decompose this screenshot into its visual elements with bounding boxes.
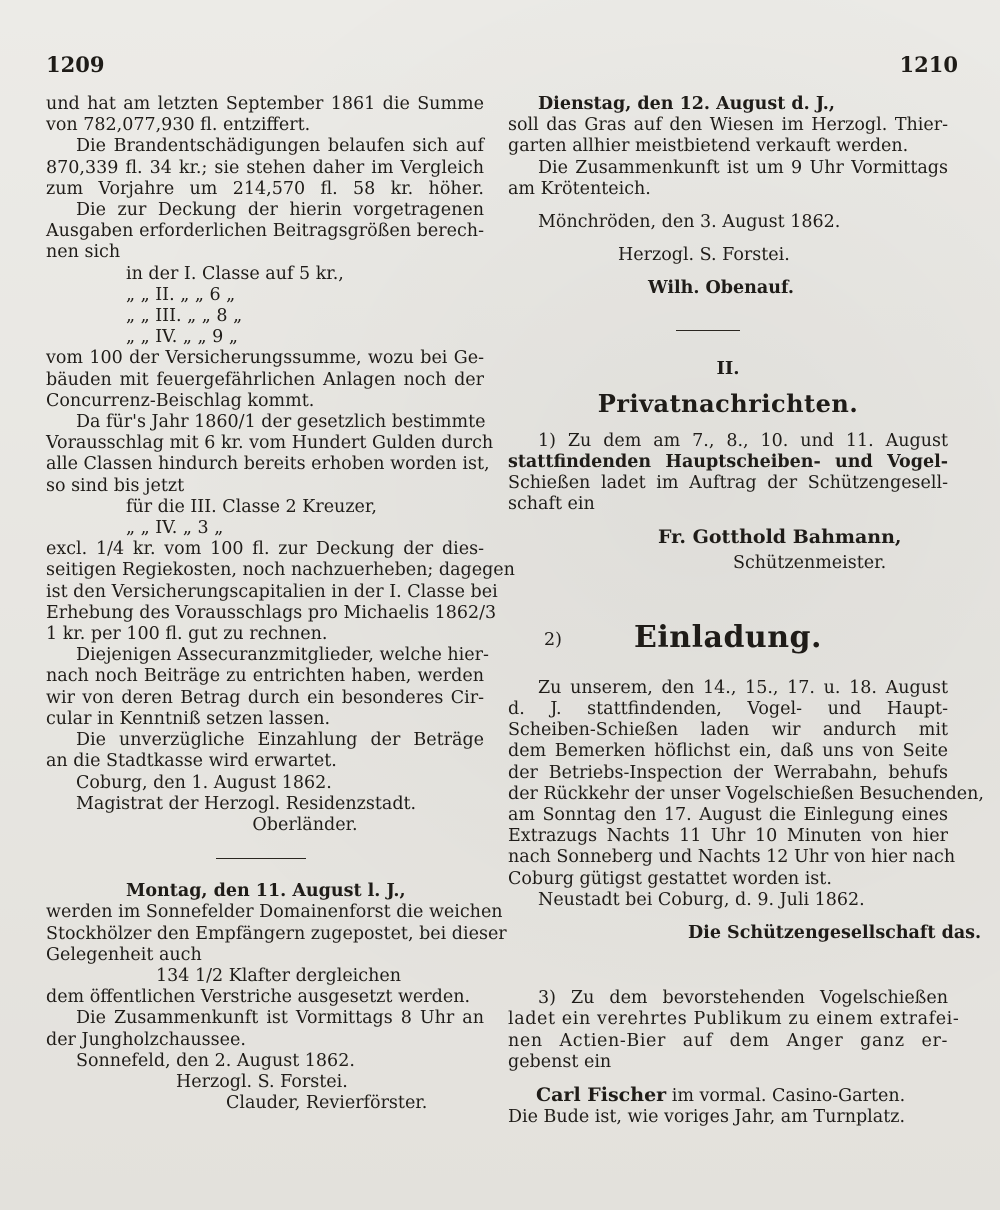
text-line: 134 1/2 Klafter dergleichen (156, 965, 401, 986)
text-line: Stockhölzer den Empfängern zugepostet, bei dieser (46, 923, 507, 944)
text-line: Die Brandentschädigungen belaufen sich auf (76, 136, 484, 157)
text-line: von 782,077,930 fl. entziffert. (46, 115, 311, 136)
text-line: Da für's Jahr 1860/1 der gesetzlich bestimmte (76, 412, 486, 433)
text-line: ladet ein verehrtes Publikum zu einem extrafei- (508, 1009, 960, 1030)
text-line: nach Sonneberg und Nachts 12 Uhr von hier nach (508, 847, 956, 868)
text-line: Coburg gütigst gestattet worden ist. (508, 868, 832, 889)
spacer (508, 233, 948, 245)
text-line: so sind bis jetzt (46, 475, 185, 496)
rate-line: in der I. Classe auf 5 kr., (126, 263, 344, 284)
dateline: Coburg, den 1. August 1862. (76, 772, 332, 793)
text-line: Extrazugs Nachts 11 Uhr 10 Minuten von hier (508, 826, 948, 847)
text-line: excl. 1/4 kr. vom 100 fl. zur Deckung der dies- (46, 539, 484, 560)
text-line: Die Zusammenkunft ist Vormittags 8 Uhr an (76, 1008, 484, 1029)
page-number-left: 1209 (46, 52, 105, 77)
signature-line (508, 1085, 948, 1107)
signature-name: Clauder, Revierförster. (226, 1093, 428, 1114)
text-line: ist den Versicherungscapitalien in der I. Classe bei (46, 581, 498, 602)
dateline: Sonnefeld, den 2. August 1862. (76, 1050, 355, 1071)
text-line: am Sonntag den 17. August die Einlegung eines (508, 805, 948, 826)
text-line: seitigen Regiekosten, noch nachzuerheben; dagegen (46, 560, 515, 581)
text-line: Ausgaben erforderlichen Beitragsgrößen berech- (46, 221, 484, 242)
item-number: 2) (544, 629, 562, 650)
text-line: am Krötenteich. (508, 178, 651, 199)
text-line: gebenst ein (508, 1051, 612, 1072)
section-number: II. (716, 357, 740, 379)
text-line: 1 kr. per 100 fl. gut zu rechnen. (46, 624, 328, 645)
text-line: Schießen ladet im Auftrag der Schützengesell- (508, 473, 948, 494)
text-line: Zu unserem, den 14., 15., 17. u. 18. August (538, 677, 948, 698)
text-line: Vorausschlag mit 6 kr. vom Hundert Gulden durch (46, 433, 494, 454)
signature-name: Carl Fischer (536, 1084, 667, 1107)
rate-line: „ „ IV. „ „ 9 „ (126, 327, 238, 348)
spacer (508, 419, 948, 431)
left-column (46, 94, 515, 1114)
dateline: Neustadt bei Coburg, d. 9. Juli 1862. (538, 889, 865, 910)
text-line: werden im Sonnefelder Domainenforst die weichen (46, 902, 503, 923)
rate-line: „ „ IV. „ 3 „ (126, 518, 224, 539)
spacer (508, 944, 948, 966)
spacer (508, 596, 948, 618)
rate-line: „ „ II. „ „ 6 „ (126, 284, 236, 305)
invitation-header (508, 618, 948, 666)
notice-date: Montag, den 11. August l. J., (126, 881, 406, 902)
signature-name: Die Schützengesellschaft das. (688, 923, 982, 944)
signature-name: Wilh. Obenauf. (648, 278, 794, 299)
text-line: Erhebung des Vorausschlags pro Michaelis 1862/3 (46, 602, 497, 623)
text-line: schaft ein (508, 494, 595, 515)
text-line: zum Vorjahre um 214,570 fl. 58 kr. höher. (46, 178, 484, 199)
text-line: garten allhier meistbietend verkauft werden. (508, 136, 909, 157)
text-line: nen sich (46, 242, 121, 263)
right-column (508, 94, 984, 1129)
text-line: Die Zusammenkunft ist um 9 Uhr Vormittags (538, 157, 948, 178)
text-line: dem öffentlichen Verstriche ausgesetzt werden. (46, 987, 471, 1008)
text-line: Diejenigen Assecuranzmitglieder, welche hier- (76, 645, 489, 666)
spacer (508, 200, 948, 212)
text-line: 3) Zu dem bevorstehenden Vogelschießen (538, 988, 948, 1009)
rate-line: „ „ III. „ „ 8 „ (126, 306, 243, 327)
section-divider (216, 858, 306, 859)
signature-role: Schützenmeister. (733, 552, 887, 573)
rate-line: für die III. Classe 2 Kreuzer, (126, 496, 377, 517)
text-line: bäuden mit feuergefährlichen Anlagen noch der (46, 369, 484, 390)
text-line: soll das Gras auf den Wiesen im Herzogl. Thier- (508, 115, 948, 136)
text-line: Gelegenheit auch (46, 944, 202, 965)
text-line: der Jungholzchaussee. (46, 1029, 246, 1050)
text-line: an die Stadtkasse wird erwartet. (46, 751, 337, 772)
text-line: cular in Kenntniß setzen lassen. (46, 708, 331, 729)
signature-location: im vormal. Casino-Garten. (671, 1086, 906, 1107)
dateline: Mönchröden, den 3. August 1862. (538, 212, 841, 233)
signature-authority: Herzogl. S. Forstei. (618, 245, 790, 266)
signature-authority: Magistrat der Herzogl. Residenzstadt. (76, 793, 417, 814)
notice-date: Dienstag, den 12. August d. J., (538, 94, 835, 114)
text-line: Scheiben-Schießen laden wir andurch mit (508, 720, 948, 741)
page-number-right: 1210 (899, 52, 958, 77)
signature-authority: Herzogl. S. Forstei. (176, 1071, 348, 1092)
text-line: nach noch Beiträge zu entrichten haben, werden (46, 666, 484, 687)
section-divider (676, 330, 740, 331)
text-line: d. J. stattfindenden, Vogel- und Haupt- (508, 699, 948, 720)
text-line: 870,339 fl. 34 kr.; sie stehen daher im Vergleich (46, 157, 484, 178)
text-line: der Rückkehr der unser Vogelschießen Besuchenden, (508, 783, 984, 804)
invitation-title: Einladung. (634, 619, 822, 655)
text-line: Die unverzügliche Einzahlung der Beträge (76, 730, 484, 751)
text-line: 1) Zu dem am 7., 8., 10. und 11. August (538, 430, 948, 451)
text-line: stattfindenden Hauptscheiben- und Vogel- (508, 451, 948, 472)
signature-name: Oberländer. (252, 814, 358, 835)
spacer (508, 574, 948, 596)
signature-name: Fr. Gotthold Bahmann, (658, 526, 902, 549)
spacer (508, 966, 948, 988)
text-line: Concurrenz-Beischlag kommt. (46, 390, 315, 411)
text-line: nen Actien-Bier auf dem Anger ganz er- (508, 1030, 948, 1051)
text-line: dem Bemerken höflichst ein, daß uns von Seite (508, 741, 948, 762)
text-line: Die zur Deckung der hierin vorgetragenen (76, 200, 484, 221)
text-line: alle Classen hindurch bereits erhoben worden ist, (46, 454, 490, 475)
spacer (508, 911, 948, 923)
spacer (508, 266, 948, 278)
spacer (508, 666, 948, 678)
section-title: Privatnachrichten. (597, 388, 859, 418)
text-line: und hat am letzten September 1861 die Summe (46, 94, 484, 114)
text-line: wir von deren Betrag durch ein besonderes Cir- (46, 687, 484, 708)
text-line: der Betriebs-Inspection der Werrabahn, behufs (508, 762, 948, 783)
text-line: Die Bude ist, wie voriges Jahr, am Turnplatz. (508, 1107, 906, 1128)
text-line: vom 100 der Versicherungssumme, wozu bei Ge- (46, 348, 484, 369)
